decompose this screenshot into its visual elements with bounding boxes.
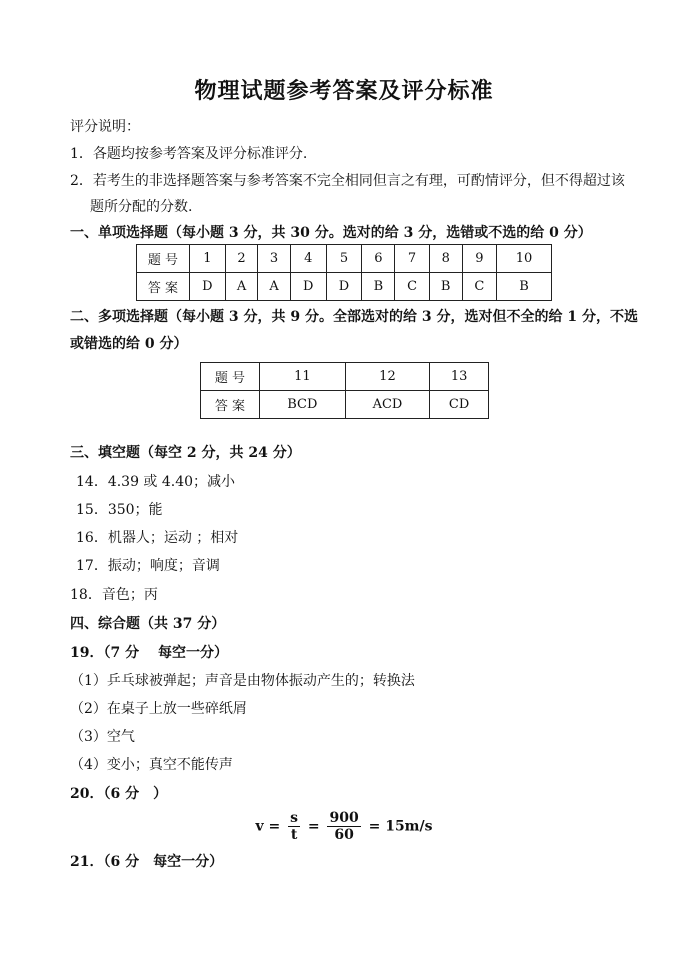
q21-heading: 21．（6 分 每空一分） (70, 854, 224, 870)
note-2-continued: 题所分配的分数. (90, 199, 193, 215)
table-cell: C (395, 273, 429, 301)
table-cell: B (429, 273, 462, 301)
q19-heading: 19．（7 分 每空一分） (70, 645, 228, 661)
table-cell: 5 (326, 245, 362, 273)
table-cell: 7 (395, 245, 429, 273)
table-row (137, 245, 552, 273)
q19-answer-1: （1）乒乓球被弹起；声音是由物体振动产生的；转换法 (70, 673, 415, 689)
formula-lhs: v = (255, 818, 281, 835)
formula-equals: = (307, 818, 320, 835)
answer-16: 16．机器人；运动 ；相对 (76, 530, 239, 546)
note-2: 2．若考生的非选择题答案与参考答案不完全相同但言之有理，可酌情评分，但不得超过该 (70, 173, 625, 189)
table-cell: ACD (345, 391, 430, 419)
note-1: 1．各题均按参考答案及评分标准评分. (70, 146, 308, 162)
answer-18: 18．音色；丙 (70, 587, 158, 603)
multiple-choice-answer-table (200, 362, 489, 419)
q19-answer-3: （3）空气 (70, 729, 135, 745)
table-cell: 2 (225, 245, 258, 273)
section1-heading: 一、单项选择题（每小题 3 分，共 30 分。选对的给 3 分，选错或不选的给 0 分） (70, 225, 592, 241)
table-cell: C (462, 273, 496, 301)
row-label-answer: 答 案 (201, 391, 260, 419)
table-cell: 9 (462, 245, 496, 273)
table-cell: 1 (190, 245, 226, 273)
table-cell: 6 (362, 245, 395, 273)
table-cell: A (258, 273, 291, 301)
q19-answer-2: （2）在桌子上放一些碎纸屑 (70, 701, 247, 717)
page-title: 物理试题参考答案及评分标准 (194, 79, 494, 104)
fraction-s-over-t (288, 810, 300, 843)
table-cell: D (190, 273, 226, 301)
table-cell: D (290, 273, 326, 301)
table-cell: B (497, 273, 552, 301)
answer-14: 14．4.39 或 4.40；减小 (76, 474, 236, 490)
table-cell: 13 (430, 363, 489, 391)
fraction-numerator: s (290, 810, 298, 826)
row-label-number: 题 号 (137, 245, 190, 273)
fraction-denominator: t (290, 827, 298, 843)
row-label-number: 题 号 (201, 363, 260, 391)
fraction-denominator: 60 (334, 827, 354, 843)
table-cell: 10 (497, 245, 552, 273)
table-cell: 8 (429, 245, 462, 273)
fraction-numerator: 900 (329, 810, 359, 826)
table-cell: 3 (258, 245, 291, 273)
notes-heading: 评分说明： (70, 119, 140, 135)
section2-heading-continued: 或错选的给 0 分） (70, 336, 188, 352)
table-cell: BCD (260, 391, 346, 419)
table-row (137, 273, 552, 301)
table-row (201, 363, 489, 391)
section4-heading: 四、综合题（共 37 分） (70, 616, 226, 632)
table-cell: B (362, 273, 395, 301)
table-cell: CD (430, 391, 489, 419)
section2-heading: 二、多项选择题（每小题 3 分，共 9 分。全部选对的给 3 分，选对但不全的给 1 分，不选 (70, 309, 638, 325)
answer-17: 17．振动；响度；音调 (76, 558, 220, 574)
q20-formula (0, 810, 688, 843)
section3-heading: 三、填空题（每空 2 分，共 24 分） (70, 445, 301, 461)
table-cell: 4 (290, 245, 326, 273)
row-label-answer: 答 案 (137, 273, 190, 301)
table-cell: 12 (345, 363, 430, 391)
table-cell: 11 (260, 363, 346, 391)
formula-result: = 15m/s (368, 818, 433, 835)
table-cell: D (326, 273, 362, 301)
q19-answer-4: （4）变小；真空不能传声 (70, 757, 233, 773)
q20-heading: 20．（6 分 ） (70, 786, 168, 802)
single-choice-answer-table (136, 244, 552, 301)
fraction-900-over-60 (327, 810, 360, 843)
table-row (201, 391, 489, 419)
answer-15: 15．350；能 (76, 502, 163, 518)
table-cell: A (225, 273, 258, 301)
